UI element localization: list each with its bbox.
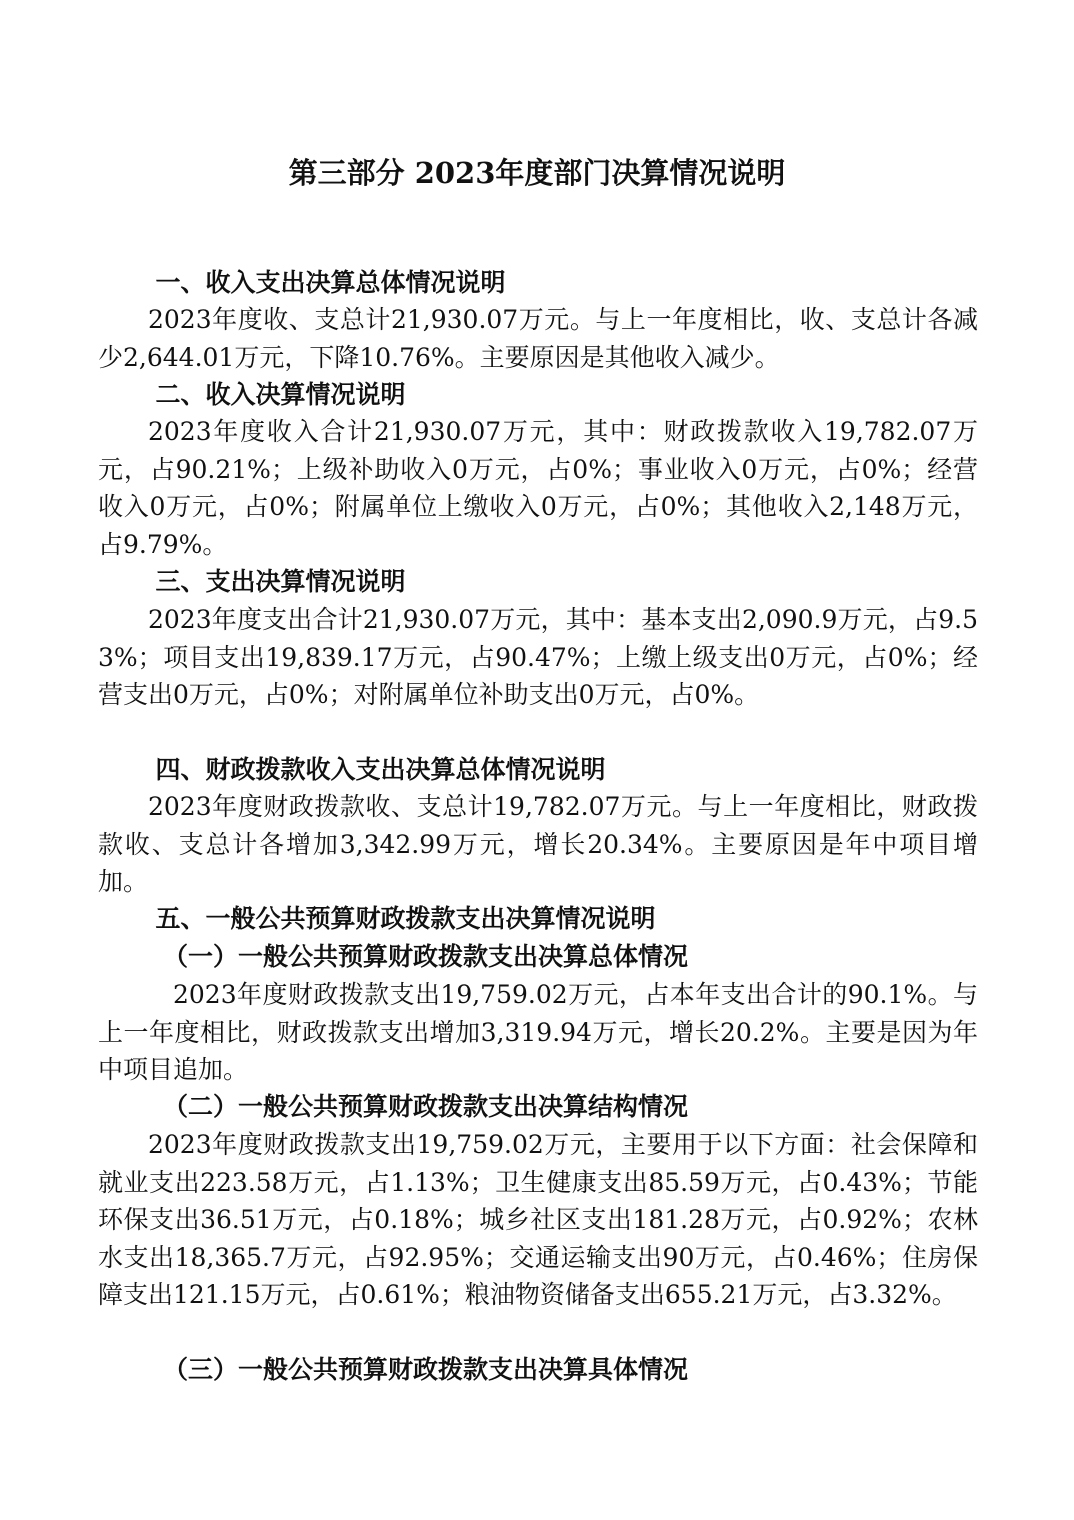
- section-2-paragraph: 2023年度收入合计21,930.07万元，其中：财政拨款收入19,782.07万元，占90.21%；上级补助收入0万元，占0%；事业收入0万元，占0%；经营收入0万元，占0%；附属单位上缴收入0万元，占0%；其他收入2,148万元，占9.79%。: [98, 417, 978, 559]
- section-5-1-paragraph: 2023年度财政拨款支出19,759.02万元，占本年支出合计的90.1%。与上一年度相比，财政拨款支出增加3,319.94万元，增长20.2%。主要是因为年中项目追加。: [98, 980, 978, 1084]
- section-5-2-paragraph: 2023年度财政拨款支出19,759.02万元，主要用于以下方面：社会保障和就业支出223.58万元，占1.13%；卫生健康支出85.59万元，占0.43%；节能环保支出36.51万元，占0.18%；城乡社区支出181.28万元，占0.92%；农林水支出18,365.7万元，占92.95%；交通运输支出90万元，占0.46%；住房保障支出121.15万元，占0.61%；粮油物资储备支出655.21万元，占3.32%。: [98, 1130, 978, 1309]
- section-2-heading: 二、收入决算情况说明: [155, 380, 406, 409]
- section-5-3-heading: （三）一般公共预算财政拨款支出决算具体情况: [163, 1355, 689, 1384]
- section-3-paragraph: 2023年度支出合计21,930.07万元，其中：基本支出2,090.9万元，占9.53%；项目支出19,839.17万元，占90.47%；上缴上级支出0万元，占0%；经营支出0万元，占0%；对附属单位补助支出0万元，占0%。: [98, 605, 978, 709]
- section-4-heading: 四、财政拨款收入支出决算总体情况说明: [155, 755, 606, 784]
- section-4-paragraph: 2023年度财政拨款收、支总计19,782.07万元。与上一年度相比，财政拨款收、支总计各增加3,342.99万元，增长20.34%。主要原因是年中项目增加。: [98, 792, 978, 896]
- section-1-paragraph: 2023年度收、支总计21,930.07万元。与上一年度相比，收、支总计各减少2,644.01万元，下降10.76%。主要原因是其他收入减少。: [98, 305, 978, 372]
- section-1-heading: 一、收入支出决算总体情况说明: [155, 268, 506, 297]
- section-5-2-heading: （二）一般公共预算财政拨款支出决算结构情况: [163, 1092, 689, 1121]
- section-5-1-heading: （一）一般公共预算财政拨款支出决算总体情况: [163, 942, 689, 971]
- section-5-heading: 五、一般公共预算财政拨款支出决算情况说明: [155, 904, 656, 933]
- section-3-heading: 三、支出决算情况说明: [155, 567, 406, 596]
- page-title: 第三部分 2023年度部门决算情况说明: [288, 156, 786, 190]
